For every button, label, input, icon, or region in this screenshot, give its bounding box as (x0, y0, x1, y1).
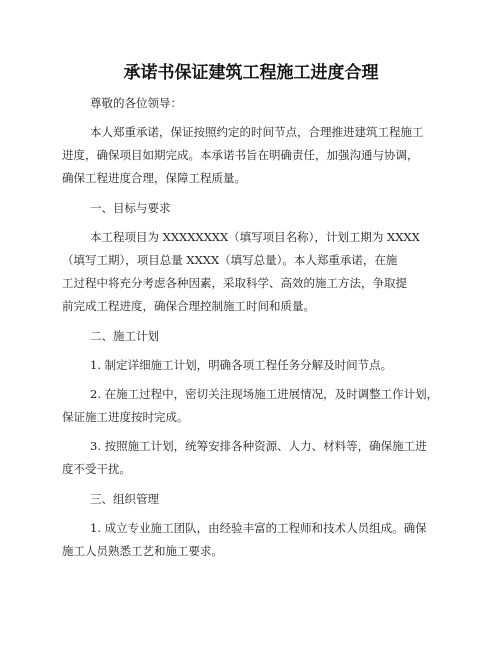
section-1-line-4: 前完成工程进度，确保合理控制施工时间和质量。 (62, 299, 315, 313)
section-2-heading: 二、施工计划 (90, 329, 159, 343)
intro-line-2: 进度，确保项目如期完成。本承诺书旨在明确责任，加强沟通与协调， (62, 148, 419, 162)
section-1-line-3: 工过程中将充分考虑各种因素，采取科学、高效的施工方法，争取提 (62, 276, 407, 290)
intro-line-3: 确保工程进度合理，保障工程质量。 (62, 171, 246, 185)
intro-line-1: 本人郑重承诺，保证按照约定的时间节点，合理推进建筑工程施工 (90, 125, 424, 139)
section-1-line-1: 本工程项目为 XXXXXXXX（填写项目名称），计划工期为 XXXX (90, 230, 420, 244)
section-2-item-2-line-1: 2. 在施工过程中，密切关注现场施工进展情况，及时调整工作计划， (90, 387, 439, 401)
section-3-heading: 三、组织管理 (90, 492, 159, 506)
section-1-line-2: （填写工期），项目总量 XXXX（填写总量）。本人郑重承诺，在施 (62, 253, 398, 267)
section-1-heading: 一、目标与要求 (90, 201, 171, 215)
section-2-item-2-line-2: 保证施工进度按时完成。 (62, 410, 189, 424)
section-3-item-1-line-1: 1. 成立专业施工团队，由经验丰富的工程师和技术人员组成。确保 (90, 521, 427, 535)
section-2-item-3-line-1: 3. 按照施工计划，统筹安排各种资源、人力、材料等，确保施工进 (90, 439, 427, 453)
salutation: 尊敬的各位领导： (90, 96, 182, 110)
section-3-item-1-line-2: 施工人员熟悉工艺和施工要求。 (62, 544, 223, 558)
document-title: 承诺书保证建筑工程施工进度合理 (123, 63, 379, 83)
section-2-item-3-line-2: 度不受干扰。 (62, 462, 131, 476)
section-2-item-1-line-1: 1. 制定详细施工计划，明确各项工程任务分解及时间节点。 (90, 358, 393, 372)
